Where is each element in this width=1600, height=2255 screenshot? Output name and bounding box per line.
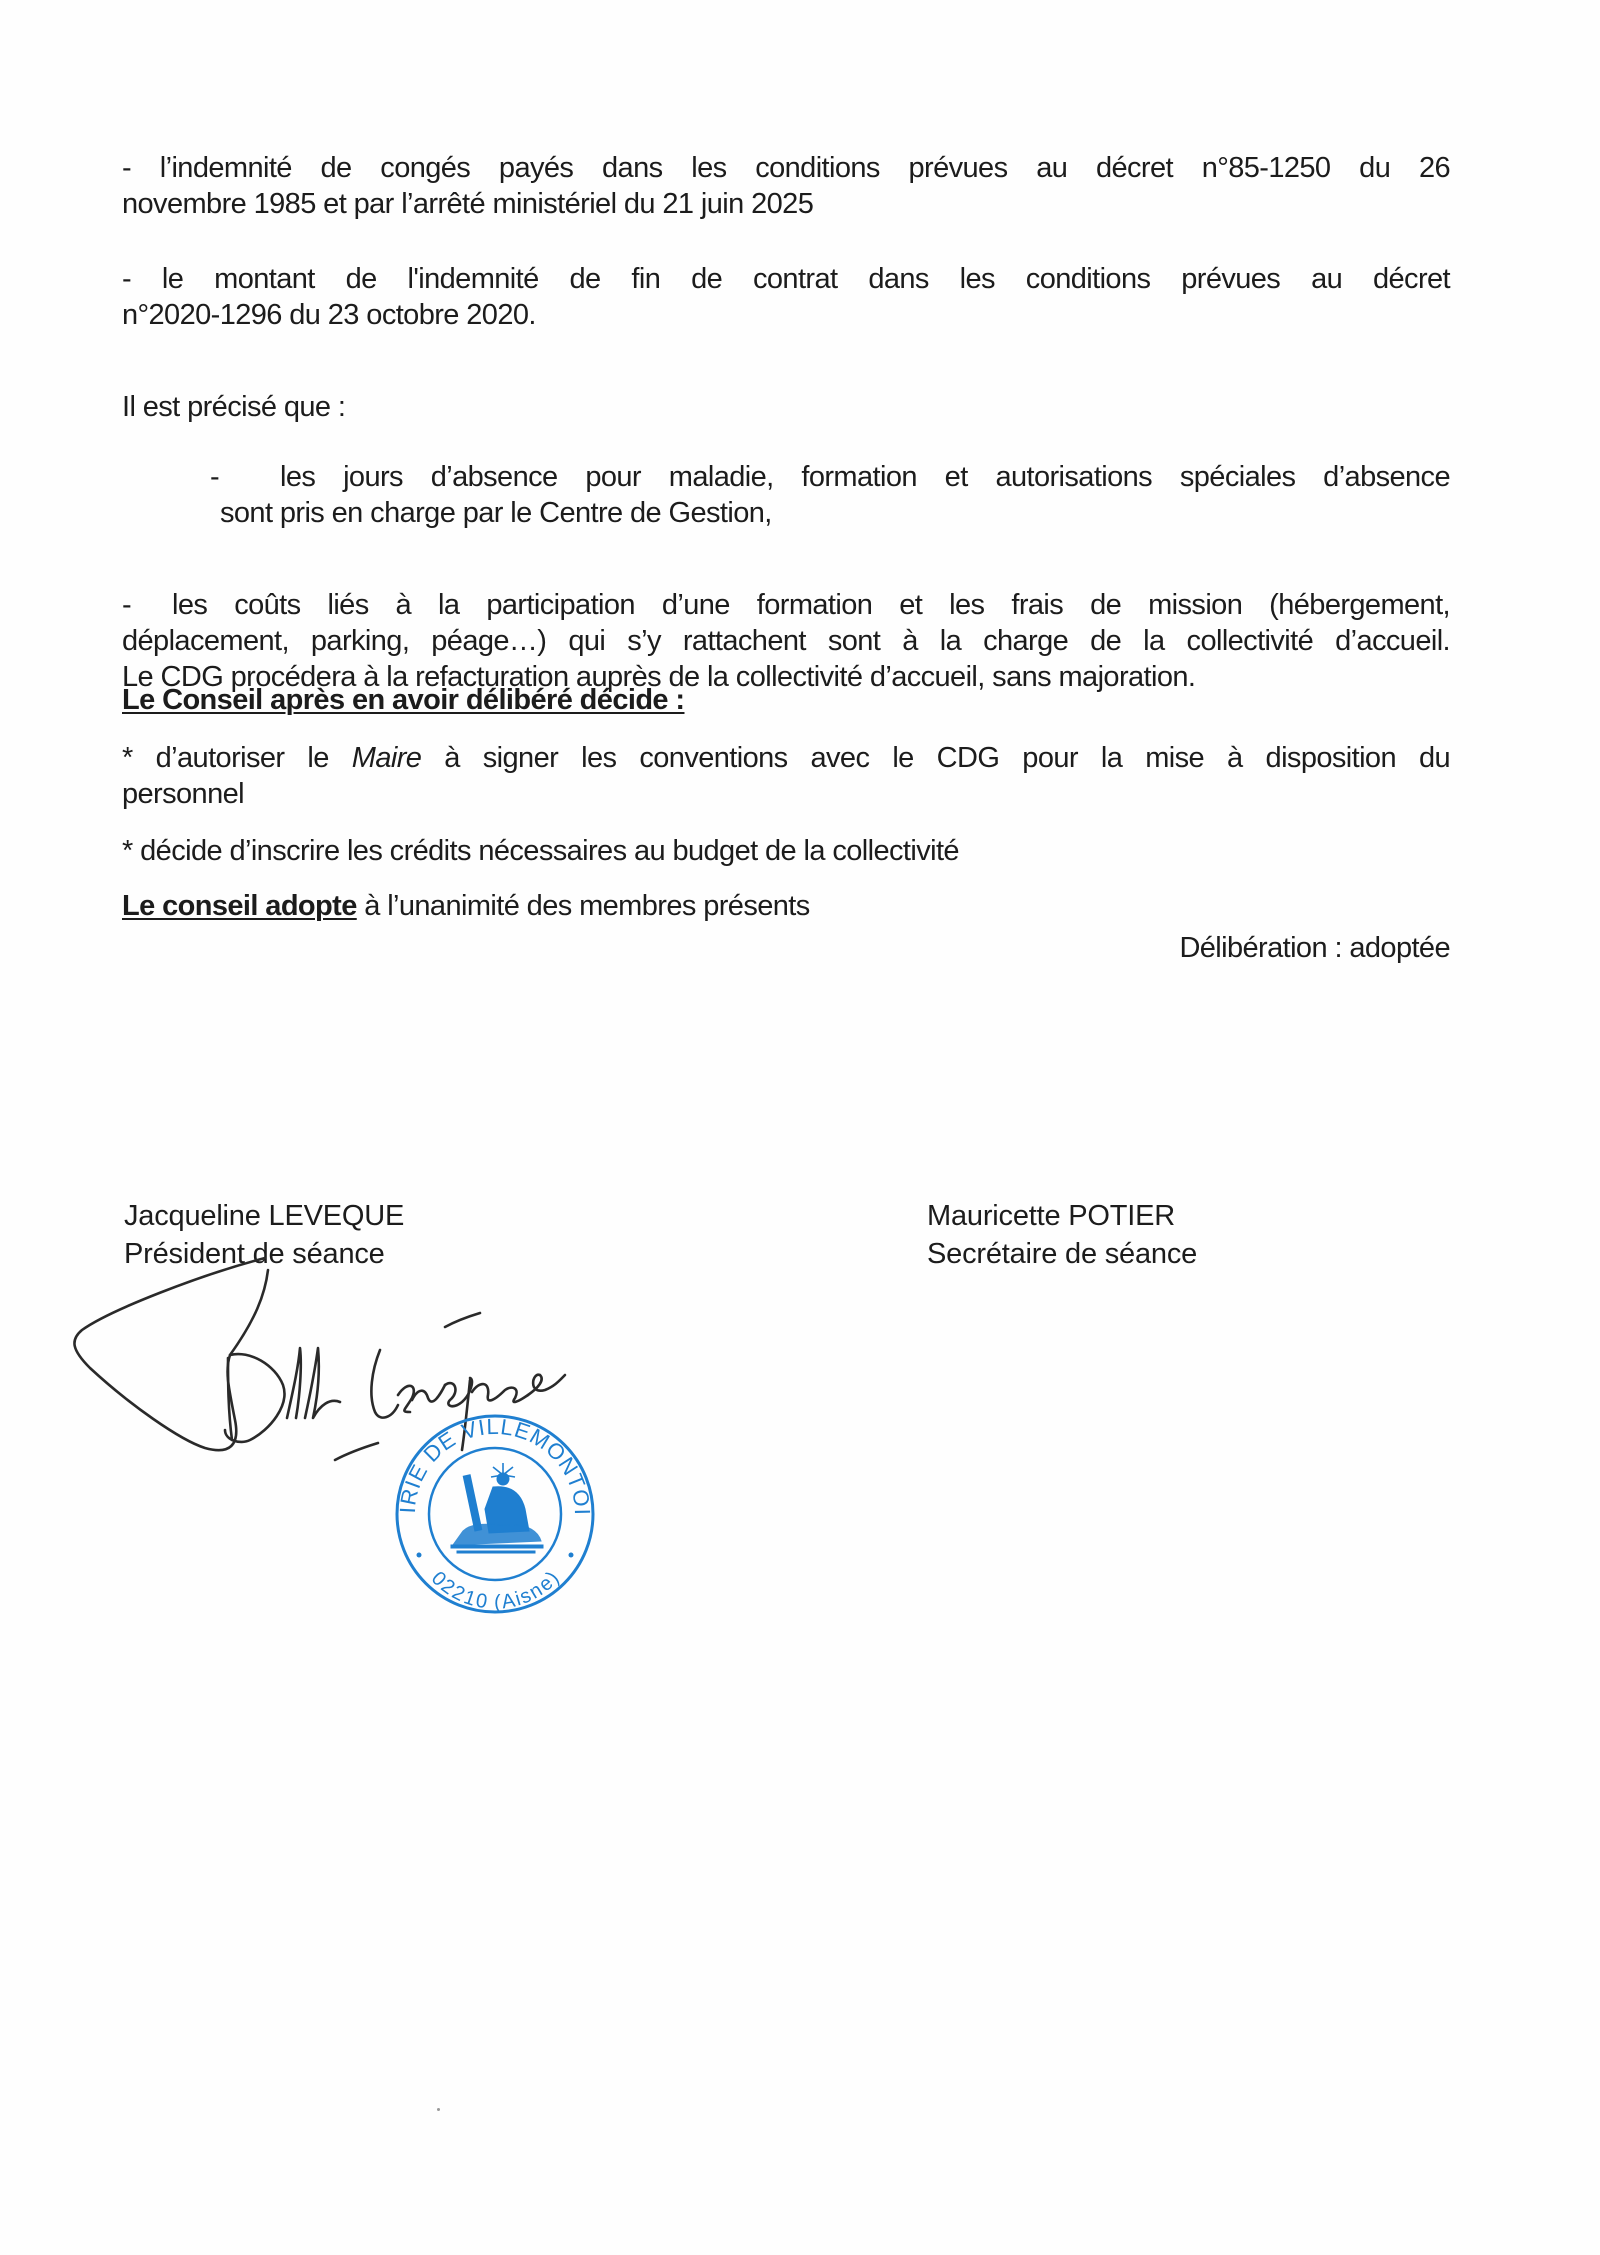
stamp-dot-icon — [417, 1553, 422, 1558]
maire-italic: Maire — [351, 742, 422, 774]
deliberation-result: Délibération : adoptée — [1179, 932, 1450, 964]
text-line: personnel — [122, 778, 244, 810]
list-dash: - — [122, 589, 132, 621]
president-name: Jacqueline LEVEQUE — [124, 1200, 405, 1232]
decision-point-credits: * décide d’inscrire les crédits nécessaires au budget de la collectivité — [122, 835, 959, 867]
text-line: novembre 1985 et par l’arrêté ministériel du 21 juin 2025 — [122, 188, 814, 220]
text-line: déplacement, parking, péage…) qui s’y rattachent sont à la charge de la collectivité d’accueil. — [122, 625, 1450, 657]
list-dash: - — [210, 461, 220, 493]
precise-intro: Il est précisé que : — [122, 391, 346, 423]
marianne-emblem-icon — [451, 1463, 543, 1553]
secretary-role: Secrétaire de séance — [927, 1238, 1198, 1270]
text-line: n°2020-1296 du 23 octobre 2020. — [122, 299, 536, 331]
official-stamp — [383, 1393, 597, 1615]
adoption-bold: Le conseil adopte — [122, 890, 357, 922]
item-text: les coûts liés à la participation d’une formation et les frais de mission (hébergement, — [172, 589, 1450, 621]
text-line: sont pris en charge par le Centre de Gestion, — [220, 497, 772, 529]
stamp-top-text: MAIRIE DE VILLEMONTOIRE — [383, 1393, 596, 1517]
president-role: Président de séance — [124, 1238, 385, 1270]
decision-heading-text: Le Conseil après en avoir délibéré décide : — [122, 684, 685, 716]
item-text: les jours d’absence pour maladie, formation et autorisations spéciales d’absence — [280, 461, 1450, 493]
adoption-rest: à l’unanimité des membres présents — [356, 890, 810, 922]
stamp-dot-icon — [569, 1553, 574, 1558]
stamp-bottom-text: 02210 (Aisne) — [426, 1567, 564, 1614]
scan-speck — [437, 2108, 440, 2111]
point-prefix: * d’autoriser le — [122, 742, 352, 774]
text-line: - le montant de l'indemnité de fin de contrat dans les conditions prévues au décret — [122, 263, 1450, 295]
text-line: - l’indemnité de congés payés dans les conditions prévues au décret n°85-1250 du 26 — [122, 152, 1450, 184]
secretary-name: Mauricette POTIER — [927, 1200, 1175, 1232]
text-line: Le CDG procédera à la refacturation auprès de la collectivité d’accueil, sans majoration. — [122, 661, 1196, 693]
point-suffix: à signer les conventions avec le CDG pour la mise à disposition du — [421, 742, 1450, 774]
